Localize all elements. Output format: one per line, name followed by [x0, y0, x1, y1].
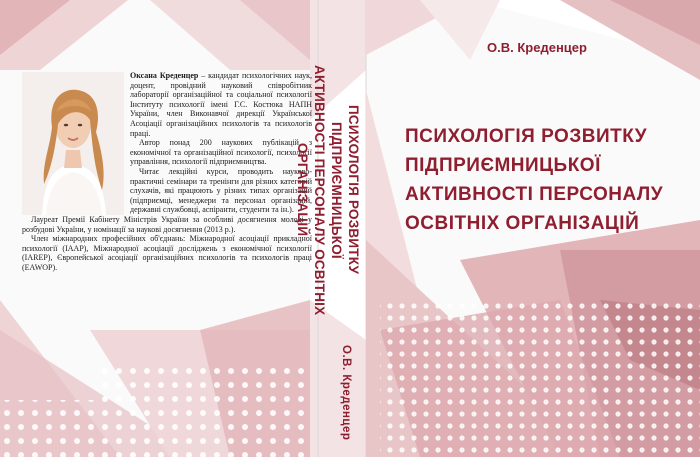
front-title — [405, 122, 695, 238]
bio-paragraph-1: Оксана Креденцер – кандидат психологічних наук, доцент, провідний науковий співробітник лабораторії організаційної та соціальної психології Інституту психології імені Г.С. Костюка НАПН України, член Виконавчої дирекції Української Асоціації організаційних психологів та психологів праці. — [130, 71, 312, 138]
spine-title — [295, 40, 362, 340]
author-biography — [22, 71, 312, 272]
spine-title-line-1: ПСИХОЛОГІЯ РОЗВИТКУ ПІДПРИЄМНИЦЬКОЇ — [329, 105, 361, 275]
bio-paragraph-3: Читає лекційні курси, проводить науково-практичні семінари та тренінги для різних категорій слухачів, які працюють у різних типах організацій (підприємці, менеджери та персонал організацій, державні службовці, аспіранти, студенти та ін.). — [130, 166, 312, 215]
bio-author-name: Оксана Креденцер — [130, 71, 199, 80]
bio-paragraph-2: Автор понад 200 наукових публікацій з економічної та організаційної психології, психології управління, психології підприємництва. — [130, 138, 312, 167]
bio-paragraph-4: Лауреат Премії Кабінету Міністрів України за особливі досягнення молоді у розбудові України, у номінації за наукові досягнення (2013 р.). — [22, 214, 312, 234]
front-title-line-1: ПСИХОЛОГІЯ РОЗВИТКУ — [405, 126, 648, 147]
front-author: О.В. Креденцер — [487, 40, 587, 55]
front-title-line-4: ОСВІТНІХ ОРГАНІЗАЦІЙ — [405, 213, 640, 234]
front-title-line-3: АКТИВНОСТІ ПЕРСОНАЛУ — [405, 184, 664, 205]
front-title-line-2: ПІДПРИЄМНИЦЬКОЇ — [405, 155, 601, 176]
spine-author: О.В. Креденцер — [340, 345, 352, 441]
spine-title-line-2: АКТИВНОСТІ ПЕРСОНАЛУ ОСВІТНІХ ОРГАНІЗАЦІЙ — [295, 64, 327, 316]
bio-paragraph-5: Член міжнародних професійних об'єднань: Міжнародної асоціації прикладної психології (IAAP), Міжнародної асоціації досліджень з економічної психології (IAREP), Європейської асоціації організаційних психологів та психологів праці (EAWOP). — [22, 234, 312, 272]
